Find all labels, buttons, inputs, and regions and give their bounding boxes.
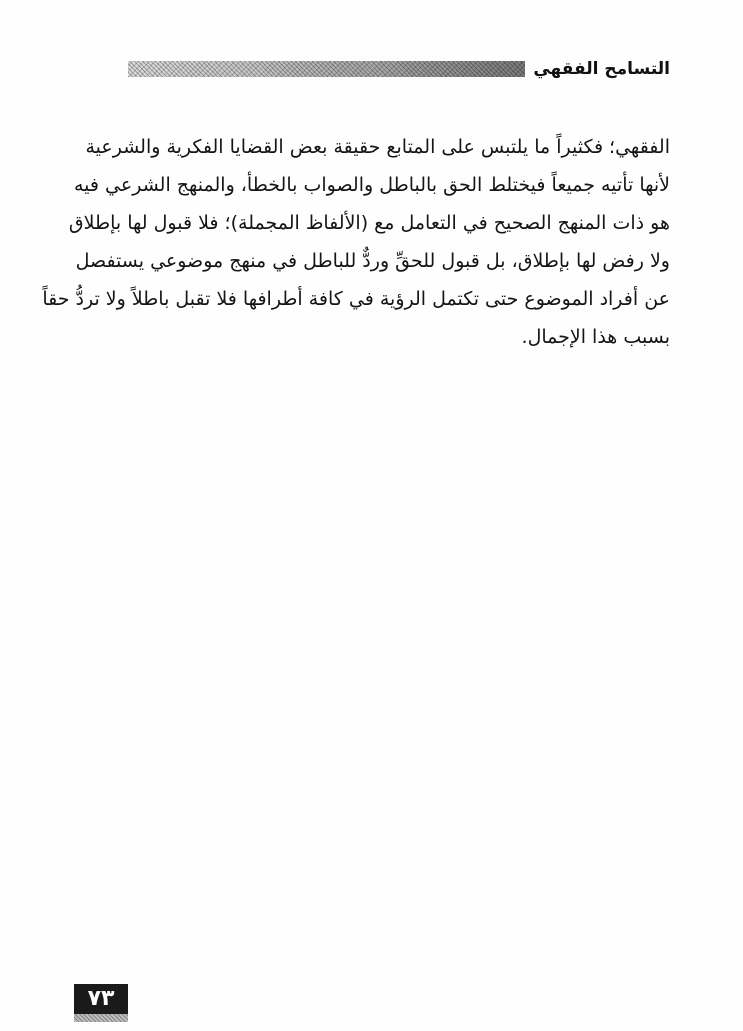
body-line-last: بسبب هذا الإجمال. (521, 326, 670, 348)
body-line: لأنها تأتيه جميعاً فيختلط الحق بالباطل والصواب بالخطأ، والمنهج الشرعي فيه (74, 174, 670, 196)
body-line: هو ذات المنهج الصحيح في التعامل مع (الألفاظ المجملة)؛ فلا قبول لها بإطلاق (68, 212, 670, 234)
body-line: الفقهي؛ فكثيراً ما يلتبس على المتابع حقيقة بعض القضايا الفكرية والشرعية (85, 136, 670, 158)
page-number: ٧٣ (74, 984, 128, 1014)
running-header (128, 58, 670, 80)
body-line: ولا رفض لها بإطلاق، بل قبول للحقِّ وردٌّ للباطل في منهج موضوعي يستفصل (75, 250, 670, 272)
page-number-block (74, 984, 128, 1022)
running-header-band (128, 61, 525, 77)
running-header-title: التسامح الفقهي (533, 59, 670, 79)
body-line: عن أفراد الموضوع حتى تكتمل الرؤية في كافة أطرافها فلا تقبل باطلاً ولا تردُّ حقاً (42, 288, 670, 310)
page-number-shade (74, 1014, 128, 1022)
body-paragraph (42, 128, 670, 356)
